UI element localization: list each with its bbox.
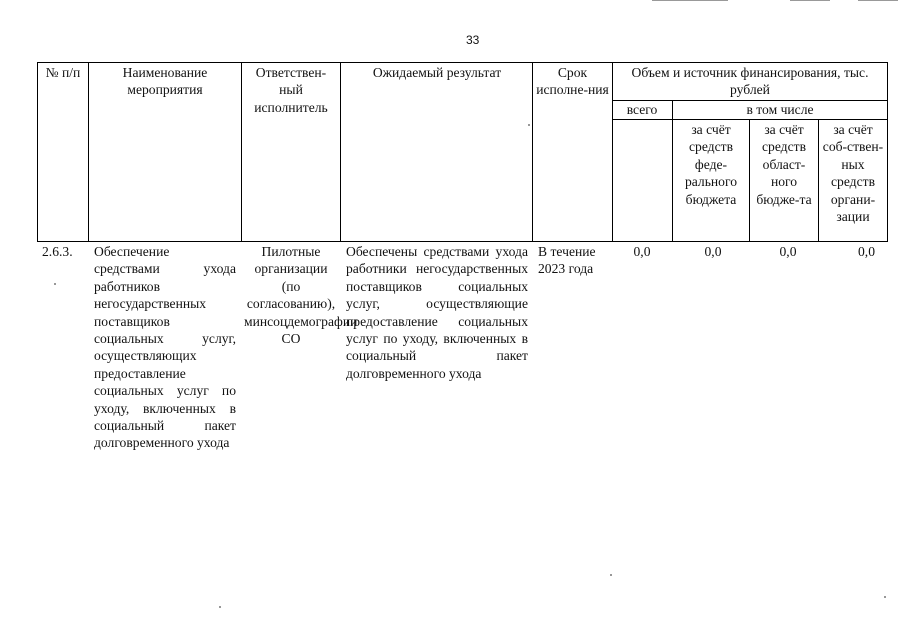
header-deadline: Срок исполне-ния [536, 65, 609, 98]
scan-speck [219, 606, 221, 608]
header-funding: Объем и источник финансирования, тыс. рублей [631, 65, 869, 98]
header-bottom-border [37, 241, 888, 242]
column-rule [887, 62, 888, 242]
expected-result: Обеспечены средствами ухода работники негосударственных поставщиков социальных услуг, осуществляющие предоставление социальных услуг по уходу, включенных в социальный пакет долговременного ухода [346, 244, 528, 381]
header-own-funds: за счёт соб-ствен-ных средств органи-зации [822, 122, 884, 225]
column-rule [612, 62, 613, 242]
column-rule [340, 62, 341, 242]
page-number: 33 [466, 33, 480, 47]
column-rule [672, 100, 673, 242]
total-value: 0,0 [633, 244, 651, 259]
scan-speck [884, 596, 886, 598]
header-num: № п/п [45, 65, 81, 80]
scan-speck [528, 124, 530, 126]
activity-name: Обеспечение средствами ухода работников негосударственных поставщиков социальных услуг, осуществляющих предоставление социальных услуг по уходу, включенных в социальный пакет долговременного ухода [94, 244, 236, 451]
column-rule [241, 62, 242, 242]
table-top-border [37, 62, 888, 63]
header-responsible: Ответствен-ный исполнитель [254, 65, 328, 115]
header-expected-result: Ожидаемый результат [372, 65, 502, 80]
header-regional-budget: за счёт средств област-ного бюдже-та [756, 122, 812, 207]
deadline: В течение 2023 года [538, 244, 596, 277]
header-including: в том числе [746, 102, 814, 117]
scan-artifact [652, 0, 728, 1]
column-rule [749, 119, 750, 242]
own-funds-value: 0,0 [858, 244, 875, 259]
column-rule [532, 62, 533, 242]
scan-artifact [790, 0, 830, 1]
header-federal-budget: за счёт средств феде-рального бюджета [684, 122, 738, 207]
header-total: всего [626, 102, 658, 117]
header-name: Наименование мероприятия [122, 65, 208, 98]
regional-value: 0,0 [779, 244, 797, 259]
federal-value: 0,0 [704, 244, 722, 259]
column-rule [88, 62, 89, 242]
responsible-executor: Пилотные организации (по согласованию), минсоцдемографии СО [244, 244, 358, 347]
including-header-rule [612, 119, 888, 120]
scan-speck [610, 574, 612, 576]
column-rule [37, 62, 38, 242]
scan-artifact [858, 0, 898, 1]
column-rule [818, 119, 819, 242]
row-number: 2.6.3. [42, 244, 73, 259]
scan-speck [54, 283, 56, 285]
